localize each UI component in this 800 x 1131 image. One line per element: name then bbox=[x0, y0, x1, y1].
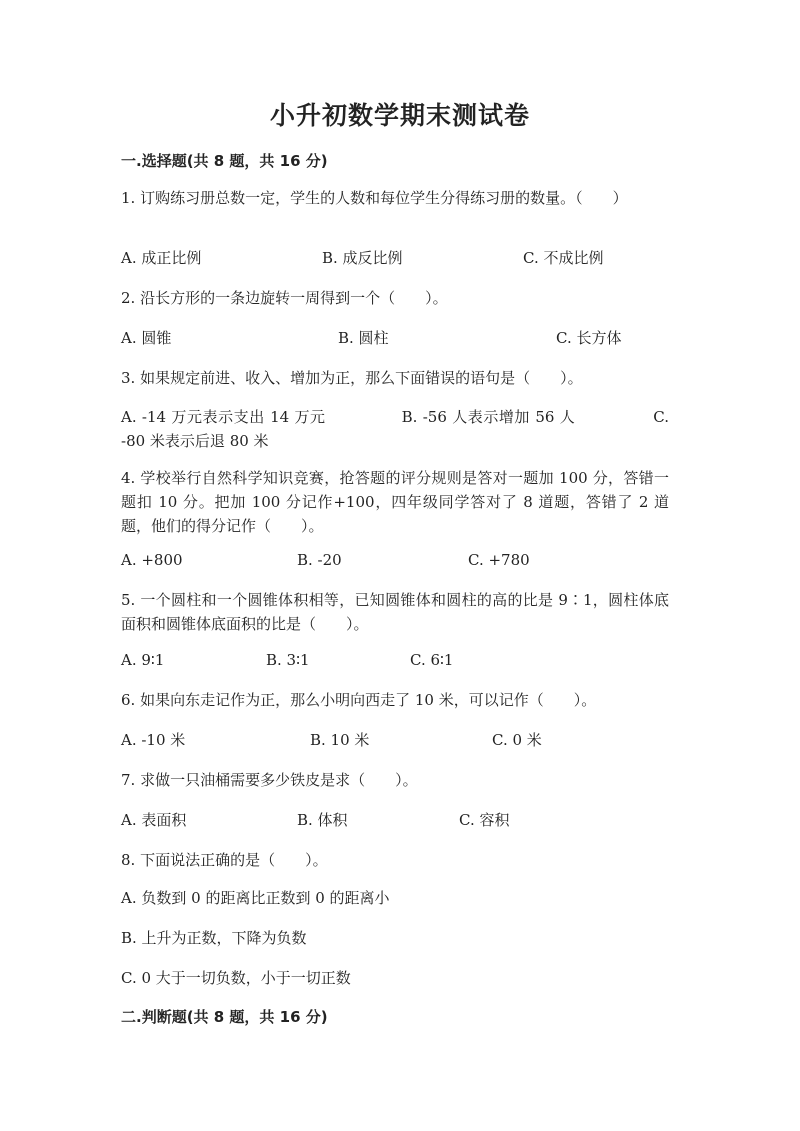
question-7: 7. 求做一只油桶需要多少铁皮是求（ ）。 bbox=[121, 771, 418, 789]
question-8: 8. 下面说法正确的是（ ）。 bbox=[121, 851, 328, 869]
q2-option-a: A. 圆锥 bbox=[121, 329, 172, 347]
q3-option-a: A. -14 万元表示支出 14 万元 bbox=[121, 408, 326, 426]
question-2: 2. 沿长方形的一条边旋转一周得到一个（ ）。 bbox=[121, 289, 448, 307]
q2-option-b: B. 圆柱 bbox=[338, 329, 389, 347]
question-3: 3. 如果规定前进、收入、增加为正，那么下面错误的语句是（ ）。 bbox=[121, 369, 583, 387]
q5-option-b: B. 3∶1 bbox=[266, 651, 310, 669]
page-title: 小升初数学期末测试卷 bbox=[269, 101, 530, 130]
q7-option-a: A. 表面积 bbox=[121, 811, 187, 829]
q1-option-c: C. 不成比例 bbox=[523, 249, 604, 267]
q3-option-b: B. -56 人表示增加 56 人 bbox=[401, 408, 576, 426]
q7-option-c: C. 容积 bbox=[459, 811, 510, 829]
q6-option-b: B. 10 米 bbox=[310, 731, 370, 749]
question-6: 6. 如果向东走记作为正，那么小明向西走了 10 米，可以记作（ ）。 bbox=[121, 691, 597, 709]
q3-option-c: C. -80 米表示后退 80 米 bbox=[121, 408, 670, 450]
q8-option-c: C. 0 大于一切负数，小于一切正数 bbox=[121, 969, 351, 987]
q6-option-a: A. -10 米 bbox=[121, 731, 186, 749]
q6-option-c: C. 0 米 bbox=[492, 731, 542, 749]
q1-option-b: B. 成反比例 bbox=[322, 249, 403, 267]
section-heading-judgement: 二.判断题(共 8 题，共 16 分) bbox=[121, 1008, 328, 1026]
q4-option-a: A. +800 bbox=[121, 551, 183, 569]
q3-options bbox=[121, 405, 669, 453]
q5-option-a: A. 9∶1 bbox=[121, 651, 165, 669]
section-heading-choice: 一.选择题(共 8 题，共 16 分) bbox=[121, 152, 328, 170]
q8-option-b: B. 上升为正数，下降为负数 bbox=[121, 929, 307, 947]
q8-option-a: A. 负数到 0 的距离比正数到 0 的距离小 bbox=[121, 889, 390, 907]
question-1: 1. 订购练习册总数一定，学生的人数和每位学生分得练习册的数量。（ ） bbox=[121, 189, 628, 207]
q4-option-b: B. -20 bbox=[297, 551, 342, 569]
q2-option-c: C. 长方体 bbox=[556, 329, 622, 347]
q1-option-a: A. 成正比例 bbox=[121, 249, 202, 267]
q7-option-b: B. 体积 bbox=[297, 811, 348, 829]
question-5: 5. 一个圆柱和一个圆锥体积相等，已知圆锥体和圆柱的高的比是 9∶1，圆柱体底面积和圆锥体底面积的比是（ ）。 bbox=[121, 591, 669, 633]
question-4: 4. 学校举行自然科学知识竞赛，抢答题的评分规则是答对一题加 100 分，答错一题扣 10 分。把加 100 分记作+100，四年级同学答对了 8 道题，答错了 2 道题，他们的得分记作（ ）。 bbox=[121, 469, 669, 535]
q5-option-c: C. 6∶1 bbox=[410, 651, 454, 669]
q4-option-c: C. +780 bbox=[468, 551, 530, 569]
